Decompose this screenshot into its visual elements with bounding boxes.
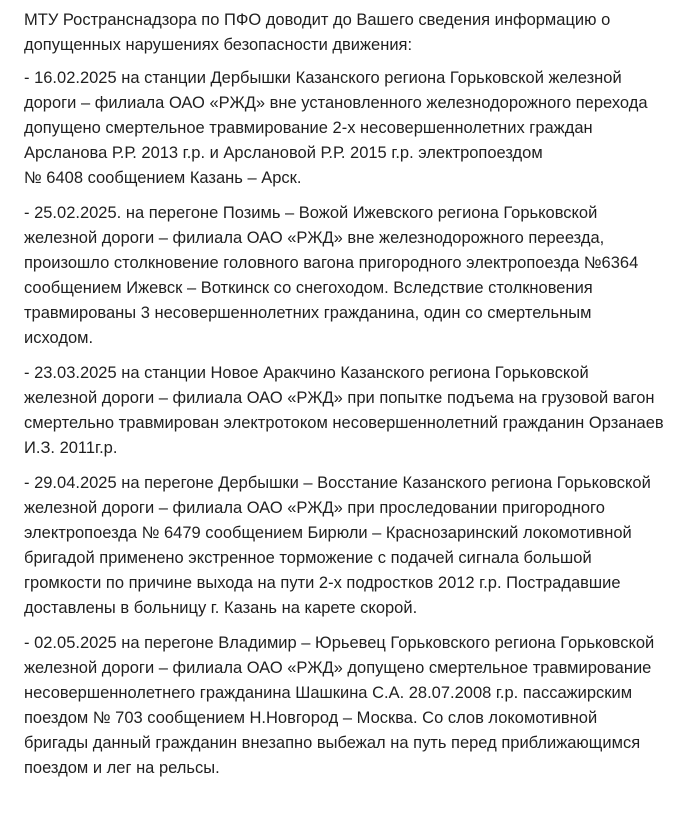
incident-paragraph: - 29.04.2025 на перегоне Дербышки – Восстание Казанского региона Горьковской железной дороги – филиала ОАО «РЖД» при проследовании пригородного электропоезда № 6479 сообщением Бирюли – Краснозаринский локомотивной бригадой применено экстренное торможение с подачей сигнала большой громкости по причине выхода на пути 2-х подростков 2012 г.р. Пострадавшие доставлены в больницу г. Казань на карете скорой.	[24, 474, 651, 617]
incident-paragraph: - 23.03.2025 на станции Новое Аракчино Казанского региона Горьковской железной дороги – филиала ОАО «РЖД» при попытке подъема на грузовой вагон смертельно травмирован электротоком несовершеннолетний гражданин Орзанаев И.З. 2011г.р.	[24, 364, 664, 457]
intro-paragraph: МТУ Ространснадзора по ПФО доводит до Вашего сведения информацию о допущенных нарушениях безопасности движения:	[24, 11, 611, 54]
incident-paragraph: - 16.02.2025 на станции Дербышки Казанского региона Горьковской железной дороги – филиала ОАО «РЖД» вне установленного железнодорожного перехода допущено смертельное травмирование 2-х несовершеннолетних граждан Арсланова Р.Р. 2013 г.р. и Арслановой Р.Р. 2015 г.р. электропоездом № 6408 сообщением Казань – Арск.	[24, 69, 648, 187]
document-body	[24, 8, 664, 791]
incident-paragraph: - 25.02.2025. на перегоне Позимь – Вожой Ижевского региона Горьковской железной дороги – филиала ОАО «РЖД» вне железнодорожного переезда, произошло столкновение головного вагона пригородного электропоезда №6364 сообщением Ижевск – Воткинск со снегоходом. Вследствие столкновения травмированы 3 несовершеннолетних гражданина, один со смертельным исходом.	[24, 204, 639, 347]
incident-paragraph: - 02.05.2025 на перегоне Владимир – Юрьевец Горьковского региона Горьковской железной дороги – филиала ОАО «РЖД» допущено смертельное травмирование несовершеннолетнего гражданина Шашкина С.А. 28.07.2008 г.р. пассажирским поездом № 703 сообщением Н.Новгород – Москва. Со слов локомотивной бригады данный гражданин внезапно выбежал на путь перед приближающимся поездом и лег на рельсы.	[24, 634, 655, 777]
